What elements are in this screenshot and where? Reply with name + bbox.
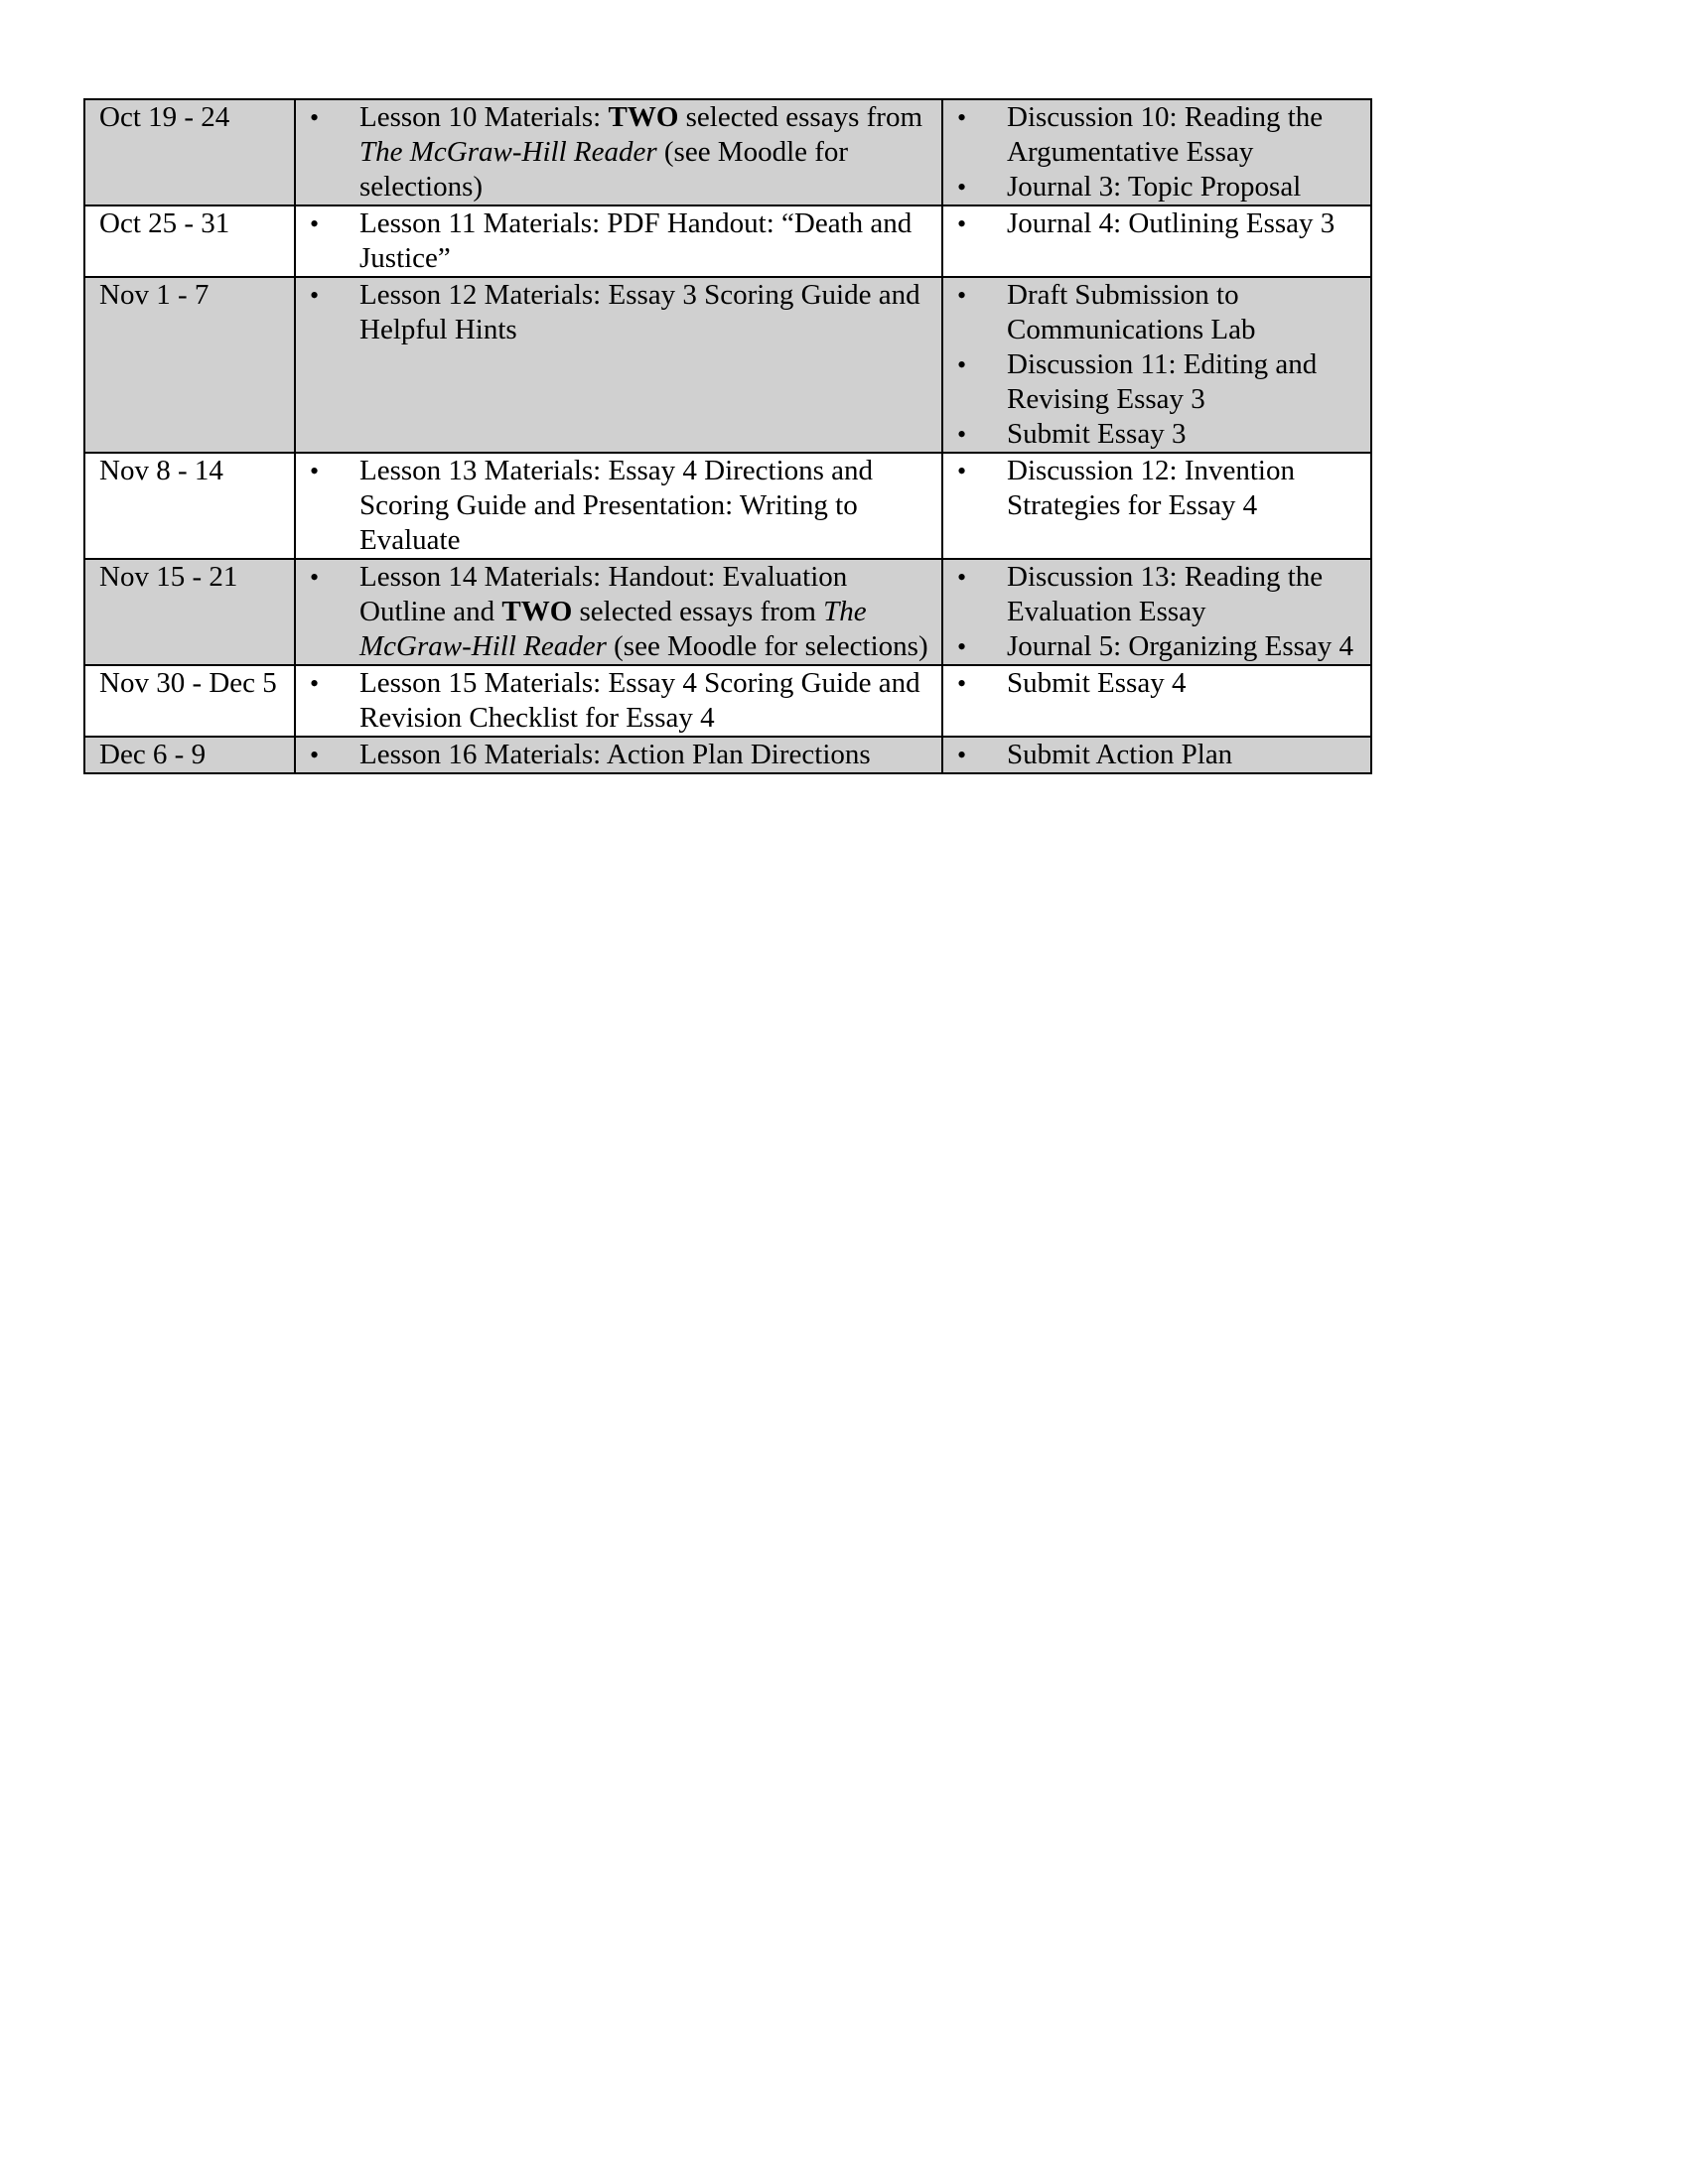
activity-item bbox=[943, 666, 1370, 701]
item-text: Lesson 11 Materials: PDF Handout: “Death and Justice” bbox=[359, 207, 913, 274]
bullet-icon: • bbox=[957, 209, 967, 238]
bullet-icon: • bbox=[310, 741, 320, 769]
item-text: Lesson 12 Materials: Essay 3 Scoring Guide and Helpful Hints bbox=[359, 279, 920, 345]
materials-item bbox=[296, 560, 941, 664]
schedule-row bbox=[84, 453, 1371, 559]
activity-item bbox=[943, 170, 1370, 205]
activities-list bbox=[943, 206, 1370, 241]
bullet-icon: • bbox=[957, 563, 967, 592]
item-text: Journal 5: Organizing Essay 4 bbox=[1007, 630, 1354, 662]
activities-cell bbox=[942, 205, 1371, 277]
materials-list bbox=[296, 666, 941, 736]
book-title: The McGraw-Hill Reader bbox=[359, 596, 867, 662]
activities-list bbox=[943, 454, 1370, 523]
schedule-table bbox=[83, 98, 1372, 774]
schedule-row bbox=[84, 205, 1371, 277]
bullet-icon: • bbox=[310, 457, 320, 485]
materials-list bbox=[296, 100, 941, 205]
item-text: Lesson 14 Materials: Handout: Evaluation Outline and bbox=[359, 561, 848, 627]
schedule-table-body bbox=[84, 99, 1371, 773]
bullet-icon: • bbox=[310, 563, 320, 592]
item-text: Discussion 12: Invention Strategies for Essay 4 bbox=[1007, 455, 1295, 521]
week-date-cell: Dec 6 - 9 bbox=[84, 737, 295, 773]
item-text: Submit Essay 4 bbox=[1007, 667, 1187, 699]
materials-list bbox=[296, 738, 941, 772]
activities-cell bbox=[942, 559, 1371, 665]
week-date-cell: Nov 15 - 21 bbox=[84, 559, 295, 665]
week-date-cell: Oct 19 - 24 bbox=[84, 99, 295, 205]
item-text: (see Moodle for selections) bbox=[606, 630, 928, 662]
item-text: Journal 3: Topic Proposal bbox=[1007, 171, 1302, 203]
activities-list bbox=[943, 666, 1370, 701]
activity-item bbox=[943, 278, 1370, 347]
book-title: The McGraw-Hill Reader bbox=[359, 136, 657, 168]
activity-item bbox=[943, 100, 1370, 170]
item-text: selected essays from bbox=[572, 596, 824, 627]
emphasis-text: TWO bbox=[501, 596, 573, 627]
activities-list bbox=[943, 738, 1370, 772]
materials-cell bbox=[295, 99, 942, 205]
materials-item bbox=[296, 206, 941, 276]
bullet-icon: • bbox=[957, 420, 967, 449]
bullet-icon: • bbox=[957, 669, 967, 698]
activity-item bbox=[943, 454, 1370, 523]
bullet-icon: • bbox=[957, 457, 967, 485]
activities-cell bbox=[942, 665, 1371, 737]
activities-cell bbox=[942, 277, 1371, 453]
schedule-row bbox=[84, 559, 1371, 665]
bullet-icon: • bbox=[310, 669, 320, 698]
activities-list bbox=[943, 560, 1370, 664]
materials-cell bbox=[295, 277, 942, 453]
activities-cell bbox=[942, 737, 1371, 773]
item-text: Journal 4: Outlining Essay 3 bbox=[1007, 207, 1336, 239]
schedule-row bbox=[84, 99, 1371, 205]
week-date-cell: Oct 25 - 31 bbox=[84, 205, 295, 277]
item-text: Submit Essay 3 bbox=[1007, 418, 1187, 450]
materials-item bbox=[296, 100, 941, 205]
activities-cell bbox=[942, 453, 1371, 559]
materials-cell bbox=[295, 205, 942, 277]
activities-list bbox=[943, 100, 1370, 205]
materials-cell bbox=[295, 737, 942, 773]
item-text: Submit Action Plan bbox=[1007, 739, 1233, 770]
item-text: Discussion 11: Editing and Revising Essay 3 bbox=[1007, 348, 1318, 415]
materials-list bbox=[296, 454, 941, 558]
bullet-icon: • bbox=[957, 281, 967, 310]
bullet-icon: • bbox=[957, 173, 967, 202]
item-text: Draft Submission to Communications Lab bbox=[1007, 279, 1256, 345]
activities-cell bbox=[942, 99, 1371, 205]
item-text: selected essays from bbox=[678, 101, 922, 133]
materials-item bbox=[296, 454, 941, 558]
bullet-icon: • bbox=[310, 209, 320, 238]
materials-cell bbox=[295, 453, 942, 559]
item-text: Lesson 13 Materials: Essay 4 Directions and Scoring Guide and Presentation: Writing to Evaluate bbox=[359, 455, 874, 556]
bullet-icon: • bbox=[310, 281, 320, 310]
emphasis-text: TWO bbox=[608, 101, 679, 133]
activity-item bbox=[943, 206, 1370, 241]
materials-cell bbox=[295, 559, 942, 665]
bullet-icon: • bbox=[310, 103, 320, 132]
schedule-row bbox=[84, 737, 1371, 773]
item-text: Lesson 15 Materials: Essay 4 Scoring Guide and Revision Checklist for Essay 4 bbox=[359, 667, 920, 734]
item-text: Discussion 13: Reading the Evaluation Essay bbox=[1007, 561, 1324, 627]
activity-item bbox=[943, 738, 1370, 772]
bullet-icon: • bbox=[957, 632, 967, 661]
week-date-cell: Nov 8 - 14 bbox=[84, 453, 295, 559]
materials-list bbox=[296, 560, 941, 664]
schedule-row bbox=[84, 277, 1371, 453]
week-date-cell: Nov 1 - 7 bbox=[84, 277, 295, 453]
activity-item bbox=[943, 629, 1370, 664]
materials-list bbox=[296, 206, 941, 276]
item-text: Discussion 10: Reading the Argumentative Essay bbox=[1007, 101, 1324, 168]
schedule-row bbox=[84, 665, 1371, 737]
materials-list bbox=[296, 278, 941, 347]
activities-list bbox=[943, 278, 1370, 452]
activity-item bbox=[943, 347, 1370, 417]
materials-cell bbox=[295, 665, 942, 737]
item-text: Lesson 10 Materials: bbox=[359, 101, 609, 133]
bullet-icon: • bbox=[957, 103, 967, 132]
activity-item bbox=[943, 560, 1370, 629]
bullet-icon: • bbox=[957, 350, 967, 379]
week-date-cell: Nov 30 - Dec 5 bbox=[84, 665, 295, 737]
materials-item bbox=[296, 738, 941, 772]
materials-item bbox=[296, 278, 941, 347]
materials-item bbox=[296, 666, 941, 736]
activity-item bbox=[943, 417, 1370, 452]
item-text: Lesson 16 Materials: Action Plan Directions bbox=[359, 739, 871, 770]
bullet-icon: • bbox=[957, 741, 967, 769]
item-text: (see Moodle for selections) bbox=[359, 136, 849, 203]
